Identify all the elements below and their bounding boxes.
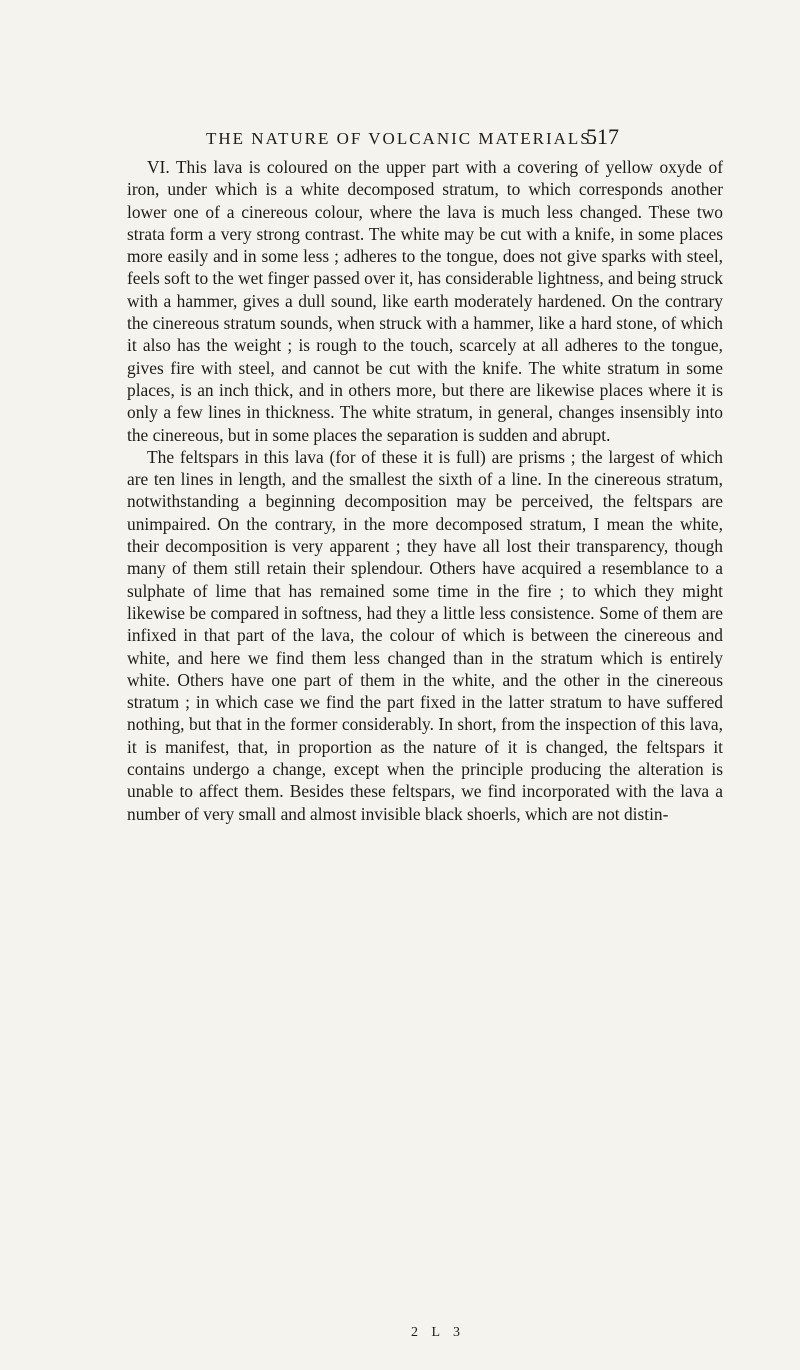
signature-mark: 2 L 3 [411, 1325, 466, 1340]
paragraph-vi: VI. This lava is coloured on the upper part with a covering of yellow oxyde of iron, under which is a white decomposed stratum, to which corresponds another lower one of a cinereous colour, where the lava is much less changed. These two strata form a very strong contrast. The white may be cut with a knife, in some places more easily and in some less ; adheres to the tongue, does not give sparks with steel, feels soft to the wet finger passed over it, has considerable lightness, and being struck with a hammer, gives a dull sound, like earth moderately hardened. On the contrary the cinereous stratum sounds, when struck with a hammer, like a hard stone, of which it also has the weight ; is rough to the touch, scarcely at all adheres to the tongue, gives fire with steel, and cannot be cut with the knife. The white stratum in some places, is an inch thick, and in others more, but there are likewise places where it is only a few lines in thickness. The white stratum, in general, changes insensibly into the cinereous, but in some places the separation is sudden and abrupt. [127, 157, 723, 445]
page-number: 517 [586, 124, 619, 149]
running-header: THE NATURE OF VOLCANIC MATERIALS. [206, 129, 598, 148]
body-text [127, 156, 723, 825]
paragraph-feltspars: The feltspars in this lava (for of these it is full) are prisms ; the largest of which are ten lines in length, and the smallest the sixth of a line. In the cinereous stratum, notwithstanding a beginning decomposition may be perceived, the feltspars are unimpaired. On the contrary, in the more decomposed stratum, I mean the white, their decomposition is very apparent ; they have all lost their transparency, though many of them still retain their splendour. Others have acquired a resemblance to a sulphate of lime that has remained some time in the fire ; to which they might likewise be compared in softness, had they a little less consistence. Some of them are infixed in that part of the lava, the colour of which is between the cinereous and white, and here we find them less changed than in the stratum which is entirely white. Others have one part of them in the white, and the other in the cinereous stratum ; in which case we find the part fixed in the latter stratum to have suffered nothing, but that in the former considerably. In short, from the inspection of this lava, it is manifest, that, in proportion as the nature of it is changed, the feltspars it contains undergo a change, except when the principle producing the alteration is unable to affect them. Besides these feltspars, we find incorporated with the lava a number of very small and almost invisible black shoerls, which are not distin- [127, 446, 723, 824]
